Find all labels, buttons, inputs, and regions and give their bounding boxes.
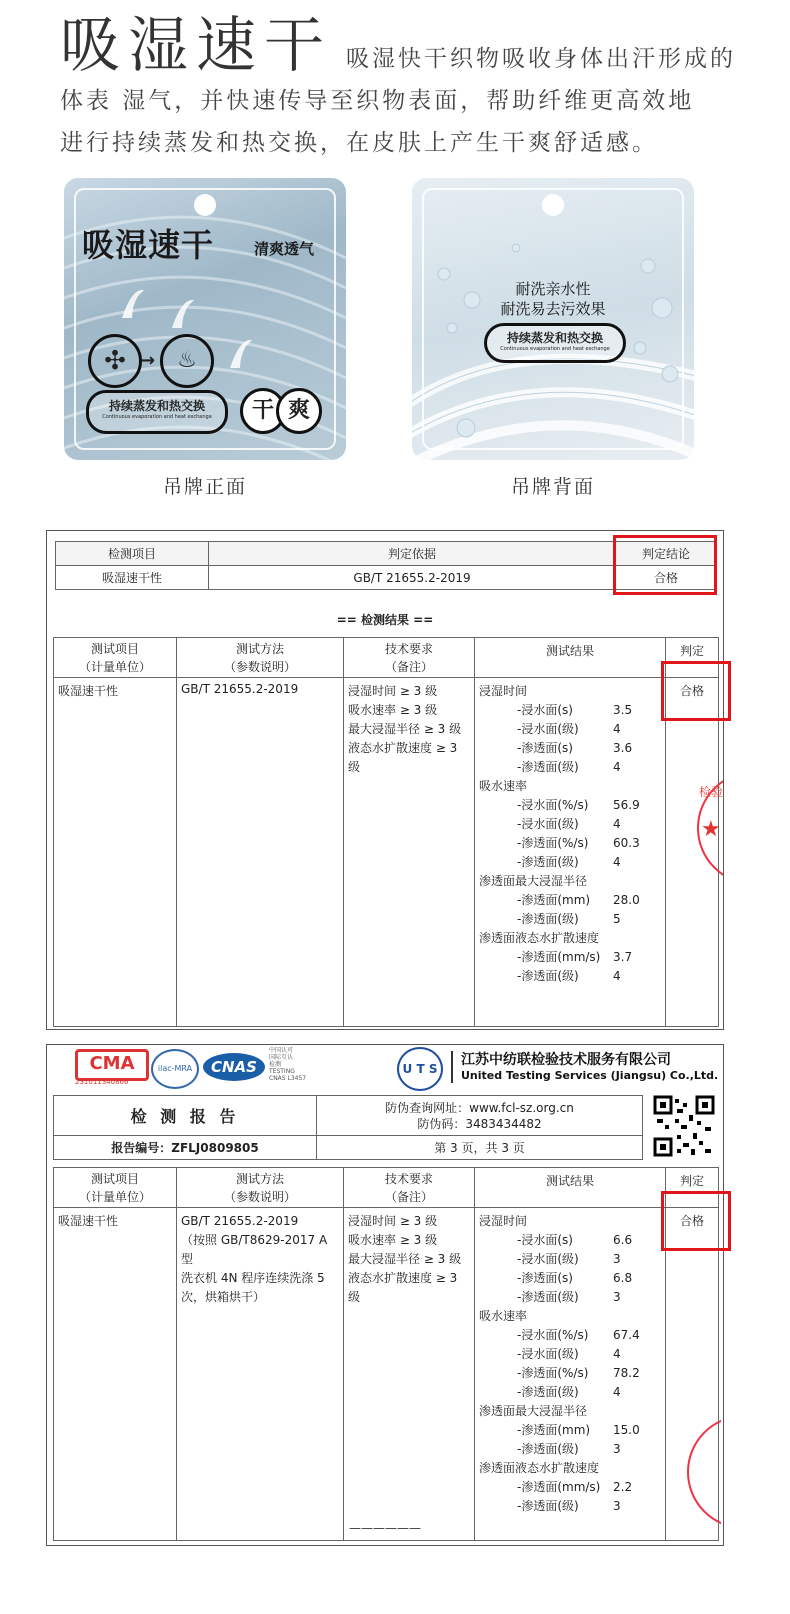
result-label: -浸水面(级) <box>517 722 579 736</box>
result-value: 78.2 <box>613 1366 640 1380</box>
requirement-line: 浸湿时间 ≥ 3 级 <box>348 684 438 698</box>
result-value: 60.3 <box>613 836 640 850</box>
gan-seal: 干 <box>240 388 286 434</box>
result-label: -渗透面(mm/s) <box>517 950 601 964</box>
intro-line1: 吸湿快干织物吸收身体出汗形成的 <box>346 46 736 72</box>
badge-label-en: Continuous evaporation and heat exchange <box>102 414 212 420</box>
col-header-sub: （参数说明） <box>223 1189 296 1204</box>
requirement-line: 级 <box>348 760 361 774</box>
tag-front-subtitle: 清爽透气 <box>254 240 315 258</box>
tag-back-caption: 吊牌背面 <box>510 476 595 498</box>
hang-tag-back-image <box>412 178 694 460</box>
result-label: 渗透面最大浸湿半径 <box>479 1404 588 1418</box>
tag-back-line1: 耐洗亲水性 <box>515 280 591 298</box>
col-header-text: 测试项目 <box>90 1171 139 1186</box>
row-verdict: 合格 <box>666 678 719 1027</box>
cma-logo: CMA <box>75 1049 149 1081</box>
cnas-logo: CNAS <box>203 1053 265 1081</box>
result-label: -浸水面(级) <box>517 1252 579 1266</box>
result-row <box>479 1345 661 1364</box>
footer-line: —————— <box>349 1521 421 1535</box>
tag-front-title: 吸湿速干 <box>82 226 215 264</box>
result-value: 15.0 <box>613 1423 640 1437</box>
result-row <box>479 1383 661 1402</box>
results-table-2 <box>53 1167 719 1541</box>
tag-back-border <box>422 188 684 450</box>
cnas-info-line: TESTING <box>269 1068 295 1075</box>
result-label: 吸水速率 <box>479 779 528 793</box>
logo-divider <box>451 1051 453 1083</box>
col-header-item <box>54 1168 177 1208</box>
result-label: -渗透面(级) <box>517 855 579 869</box>
result-value: 4 <box>613 1385 621 1399</box>
summary-basis: GB/T 21655.2-2019 <box>209 566 616 590</box>
summary-conclusion: 合格 <box>616 566 717 590</box>
row-method: GB/T 21655.2-2019 <box>177 678 344 1027</box>
result-row <box>479 967 661 986</box>
company-name-cn: 江苏中纺联检验技术服务有限公司 <box>461 1052 671 1068</box>
company-name-en: United Testing Services (Jiangsu) Co.,Ltd. <box>461 1069 719 1082</box>
results-title: == 检测结果 == <box>336 613 434 627</box>
method-line: 次，烘箱烘干） <box>181 1290 266 1304</box>
badge-label: 持续蒸发和热交换 <box>506 331 603 345</box>
requirement-line: 吸水速率 ≥ 3 级 <box>348 1233 438 1247</box>
intro-line2: 体表 湿气，并快速传导至织物表面，帮助纤维更高效地 <box>60 88 695 114</box>
highlight-box-conclusion <box>613 535 717 595</box>
result-label: -浸水面(%/s) <box>517 798 589 812</box>
cnas-info-line: 检测 <box>269 1061 282 1068</box>
result-row <box>479 834 661 853</box>
result-group-heading <box>479 1212 661 1231</box>
col-header-requirement <box>344 638 475 678</box>
tag-front-badge <box>86 390 228 434</box>
result-value: 3 <box>613 1442 621 1456</box>
col-header-sub: （计量单位） <box>78 1189 151 1204</box>
result-row <box>479 948 661 967</box>
result-value: 3.7 <box>613 950 633 964</box>
result-label: -浸水面(级) <box>517 817 579 831</box>
result-group-heading <box>479 872 661 891</box>
result-row <box>479 1288 661 1307</box>
stamp-text: 检验 <box>699 785 723 799</box>
col-header-text: 测试项目 <box>90 641 139 656</box>
result-value: 6.6 <box>613 1233 633 1247</box>
row-requirements <box>344 1208 475 1541</box>
requirement-line: 级 <box>348 1290 361 1304</box>
tag-back-badge <box>484 323 626 363</box>
fan-icon: ✣ <box>88 334 142 388</box>
col-header-text: 测试方法 <box>235 1171 284 1186</box>
cnas-info-line: 中国认可 <box>269 1047 294 1054</box>
result-label: 渗透面最大浸湿半径 <box>479 874 588 888</box>
results-table-1 <box>53 637 719 1027</box>
result-group-heading <box>479 682 661 701</box>
red-stamp <box>687 1415 721 1535</box>
highlight-box-verdict <box>661 661 731 721</box>
anti-counterfeit-info <box>317 1096 643 1136</box>
requirement-line: 液态水扩散速度 ≥ 3 <box>348 741 458 755</box>
result-label: -渗透面(%/s) <box>517 1366 589 1380</box>
result-value: 3 <box>613 1290 621 1304</box>
result-label: -渗透面(级) <box>517 760 579 774</box>
result-value: 4 <box>613 969 621 983</box>
result-row <box>479 1269 661 1288</box>
intro-section <box>60 12 740 164</box>
result-label: -渗透面(级) <box>517 969 579 983</box>
tag-hole <box>542 194 564 216</box>
result-label: 吸水速率 <box>479 1309 528 1323</box>
cnas-info <box>269 1047 306 1082</box>
col-header-text: 技术要求 <box>384 641 433 656</box>
ilac-logo: ilac-MRA <box>151 1049 199 1089</box>
result-label: -渗透面(mm/s) <box>517 1480 601 1494</box>
result-label: -浸水面(级) <box>517 1347 579 1361</box>
result-row <box>479 853 661 872</box>
result-label: 渗透面液态水扩散速度 <box>479 1461 600 1475</box>
summary-header-basis: 判定依据 <box>209 542 616 566</box>
result-value: 4 <box>613 722 621 736</box>
result-value: 4 <box>613 817 621 831</box>
result-value: 3.6 <box>613 741 633 755</box>
col-header-result: 测试结果 <box>475 1168 666 1208</box>
result-label: -渗透面(级) <box>517 912 579 926</box>
result-row <box>479 739 661 758</box>
result-group-heading <box>479 777 661 796</box>
result-row <box>479 1421 661 1440</box>
tag-hole <box>194 194 216 216</box>
requirement-line: 最大浸湿半径 ≥ 3 级 <box>348 1252 462 1266</box>
method-line: 洗衣机 4N 程序连续洗涤 5 <box>181 1271 325 1285</box>
qr-code-icon <box>653 1095 715 1157</box>
row-method <box>177 1208 344 1541</box>
result-value: 6.8 <box>613 1271 633 1285</box>
uts-logo: U T S <box>397 1047 443 1091</box>
result-row <box>479 701 661 720</box>
arrow-icon: → <box>140 350 156 371</box>
result-value: 4 <box>613 855 621 869</box>
anti-code: 防伪码：3483434482 <box>417 1116 542 1131</box>
col-header-method <box>177 638 344 678</box>
requirement-line: 浸湿时间 ≥ 3 级 <box>348 1214 438 1228</box>
result-row <box>479 796 661 815</box>
test-report-1 <box>46 530 724 1030</box>
result-label: -渗透面(级) <box>517 1442 579 1456</box>
result-label: 浸湿时间 <box>479 684 528 698</box>
col-header-text: 测试方法 <box>235 641 284 656</box>
badge-label-en: Continuous evaporation and heat exchange <box>500 346 610 352</box>
row-requirements <box>344 678 475 1027</box>
result-row <box>479 1497 661 1516</box>
intro-title: 吸湿速干 <box>60 11 332 81</box>
col-header-method <box>177 1168 344 1208</box>
result-value: 3 <box>613 1252 621 1266</box>
result-value: 56.9 <box>613 798 640 812</box>
report-number: 报告编号：ZFLJ0809805 <box>54 1136 317 1160</box>
result-value: 5 <box>613 912 621 926</box>
result-row <box>479 1478 661 1497</box>
requirement-line: 液态水扩散速度 ≥ 3 <box>348 1271 458 1285</box>
result-row <box>479 910 661 929</box>
result-group-heading <box>479 1459 661 1478</box>
col-header-requirement <box>344 1168 475 1208</box>
result-label: 浸湿时间 <box>479 1214 528 1228</box>
row-item: 吸湿速干性 <box>54 1208 177 1541</box>
result-label: -渗透面(级) <box>517 1385 579 1399</box>
result-row <box>479 891 661 910</box>
intro-line3: 进行持续蒸发和热交换，在皮肤上产生干爽舒适感。 <box>60 130 658 156</box>
col-header-sub: （计量单位） <box>78 659 151 674</box>
result-value: 3.5 <box>613 703 633 717</box>
col-header-sub: （参数说明） <box>223 659 296 674</box>
result-value: 3 <box>613 1499 621 1513</box>
cnas-info-line: 国际互认 <box>269 1054 294 1061</box>
result-group-heading <box>479 929 661 948</box>
col-header-verdict: 判定 <box>666 638 719 678</box>
result-value: 28.0 <box>613 893 640 907</box>
tag-front-caption: 吊牌正面 <box>162 476 247 498</box>
result-row <box>479 815 661 834</box>
report-header-table <box>53 1095 643 1160</box>
hang-tag-front-image <box>64 178 346 460</box>
row-verdict: 合格 <box>666 1208 719 1541</box>
result-label: -渗透面(%/s) <box>517 836 589 850</box>
result-row <box>479 1250 661 1269</box>
stamp-star-icon: ★ <box>701 817 721 842</box>
result-value: 4 <box>613 1347 621 1361</box>
result-value: 67.4 <box>613 1328 640 1342</box>
col-header-sub: （备注） <box>384 659 433 674</box>
col-header-verdict: 判定 <box>666 1168 719 1208</box>
result-group-heading <box>479 1402 661 1421</box>
test-report-2 <box>46 1044 724 1546</box>
tag-back-line2: 耐洗易去污效果 <box>500 300 606 318</box>
result-label: -渗透面(级) <box>517 1290 579 1304</box>
row-results <box>475 1208 666 1541</box>
method-line: GB/T 21655.2-2019 <box>181 1214 299 1228</box>
page-info: 第 3 页，共 3 页 <box>317 1136 643 1160</box>
result-label: -浸水面(%/s) <box>517 1328 589 1342</box>
result-label: -浸水面(s) <box>517 1233 573 1247</box>
col-header-text: 技术要求 <box>384 1171 433 1186</box>
result-label: 渗透面液态水扩散速度 <box>479 931 600 945</box>
report-title: 检 测 报 告 <box>54 1096 317 1136</box>
result-label: -渗透面(级) <box>517 1499 579 1513</box>
result-row <box>479 720 661 739</box>
cnas-info-line: CNAS L3457 <box>269 1075 307 1082</box>
result-row <box>479 1231 661 1250</box>
red-stamp <box>697 771 723 891</box>
col-header-result: 测试结果 <box>475 638 666 678</box>
shuang-seal: 爽 <box>276 388 322 434</box>
result-value: 4 <box>613 760 621 774</box>
result-label: -渗透面(s) <box>517 1271 573 1285</box>
cma-number: 231011340866 <box>75 1078 129 1086</box>
summary-header-conclusion: 判定结论 <box>616 542 717 566</box>
col-header-item <box>54 638 177 678</box>
result-label: -渗透面(mm) <box>517 893 591 907</box>
result-value: 2.2 <box>613 1480 633 1494</box>
col-header-sub: （备注） <box>384 1189 433 1204</box>
result-row <box>479 1440 661 1459</box>
result-label: -渗透面(s) <box>517 741 573 755</box>
summary-header-item: 检测项目 <box>56 542 209 566</box>
summary-item: 吸湿速干性 <box>56 566 209 590</box>
result-label: -浸水面(s) <box>517 703 573 717</box>
result-row <box>479 758 661 777</box>
requirement-line: 最大浸湿半径 ≥ 3 级 <box>348 722 462 736</box>
result-label: -渗透面(mm) <box>517 1423 591 1437</box>
row-item: 吸湿速干性 <box>54 678 177 1027</box>
requirement-line: 吸水速率 ≥ 3 级 <box>348 703 438 717</box>
highlight-box-verdict <box>661 1191 731 1251</box>
result-group-heading <box>479 1307 661 1326</box>
badge-label: 持续蒸发和热交换 <box>108 399 205 413</box>
stamp-circle <box>687 1415 721 1529</box>
result-row <box>479 1364 661 1383</box>
method-line: （按照 GB/T8629-2017 A 型 <box>181 1233 328 1266</box>
result-row <box>479 1326 661 1345</box>
steam-icon: ♨ <box>160 334 214 388</box>
row-results <box>475 678 666 1027</box>
query-site: 防伪查询网址：www.fcl-sz.org.cn <box>385 1100 574 1115</box>
